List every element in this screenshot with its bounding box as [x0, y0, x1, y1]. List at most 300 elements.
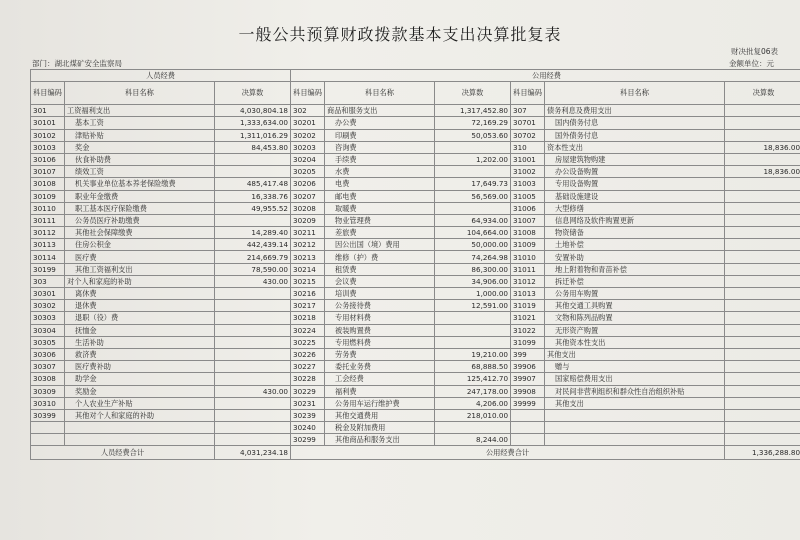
personnel-amount-cell: [215, 312, 291, 324]
personnel-amount-cell: 4,030,804.18: [215, 105, 291, 117]
personnel-name-cell: 其他社会保障缴费: [65, 227, 215, 239]
public-a-name-cell: 印刷费: [325, 129, 435, 141]
public-a-amount-cell: 64,934.00: [435, 214, 511, 226]
public-b-name-cell: 其他交通工具购置: [545, 300, 725, 312]
personnel-code-cell: 30113: [31, 239, 65, 251]
personnel-name-cell: 个人农业生产补贴: [65, 397, 215, 409]
public-b-name-cell: 文物和陈列品购置: [545, 312, 725, 324]
public-b-name-cell: 国家赔偿费用支出: [545, 373, 725, 385]
column-header-code: 科目编码: [31, 82, 65, 105]
personnel-amount-cell: 14,289.40: [215, 227, 291, 239]
public-a-name-cell: 劳务费: [325, 348, 435, 360]
personnel-code-cell: 301: [31, 105, 65, 117]
public-b-amount-cell: [725, 202, 800, 214]
public-a-code-cell: 30205: [291, 166, 325, 178]
public-a-name-cell: 手续费: [325, 153, 435, 165]
personnel-name-cell: 退职（役）费: [65, 312, 215, 324]
personnel-name-cell: 离休费: [65, 288, 215, 300]
personnel-code-cell: 30309: [31, 385, 65, 397]
public-b-code-cell: 30702: [511, 129, 545, 141]
public-b-name-cell: 国外债务付息: [545, 129, 725, 141]
public-b-code-cell: 39906: [511, 361, 545, 373]
public-b-name-cell: 土地补偿: [545, 239, 725, 251]
public-b-name-cell: 物资储备: [545, 227, 725, 239]
personnel-amount-cell: 430.00: [215, 275, 291, 287]
personnel-code-cell: 30102: [31, 129, 65, 141]
public-b-amount-cell: 18,836.00: [725, 141, 800, 153]
personnel-amount-cell: [215, 348, 291, 360]
public-a-amount-cell: 50,000.00: [435, 239, 511, 251]
table-row: [31, 422, 800, 434]
personnel-name-cell: 对个人和家庭的补助: [65, 275, 215, 287]
public-a-amount-cell: 247,178.00: [435, 385, 511, 397]
public-a-code-cell: 30202: [291, 129, 325, 141]
personnel-code-cell: 30108: [31, 178, 65, 190]
personnel-code-cell: 30308: [31, 373, 65, 385]
table-row: [31, 239, 800, 251]
table-row: [31, 275, 800, 287]
public-a-name-cell: 差旅费: [325, 227, 435, 239]
personnel-name-cell: 津贴补贴: [65, 129, 215, 141]
personnel-code-cell: 30306: [31, 348, 65, 360]
public-b-name-cell: 债务利息及费用支出: [545, 105, 725, 117]
public-b-code-cell: [511, 422, 545, 434]
public-a-code-cell: 30208: [291, 202, 325, 214]
public-a-name-cell: 咨询费: [325, 141, 435, 153]
personnel-name-cell: 绩效工资: [65, 166, 215, 178]
personnel-amount-cell: 430.00: [215, 385, 291, 397]
table-row: [31, 434, 800, 446]
public-a-name-cell: 商品和服务支出: [325, 105, 435, 117]
table-row: [31, 385, 800, 397]
public-a-name-cell: 租赁费: [325, 263, 435, 275]
public-a-amount-cell: [435, 336, 511, 348]
public-a-amount-cell: 1,000.00: [435, 288, 511, 300]
personnel-amount-cell: [215, 422, 291, 434]
personnel-name-cell: 助学金: [65, 373, 215, 385]
public-a-code-cell: 30225: [291, 336, 325, 348]
table-row: [31, 105, 800, 117]
table-row: [31, 214, 800, 226]
table-row: [31, 361, 800, 373]
public-a-name-cell: 会议费: [325, 275, 435, 287]
public-b-name-cell: [545, 434, 725, 446]
table-row: [31, 190, 800, 202]
public-b-code-cell: 31005: [511, 190, 545, 202]
table-row: [31, 373, 800, 385]
public-b-amount-cell: 18,836.00: [725, 166, 800, 178]
personnel-name-cell: 生活补助: [65, 336, 215, 348]
table-row: [31, 324, 800, 336]
personnel-name-cell: 医疗费补助: [65, 361, 215, 373]
public-b-amount-cell: [725, 385, 800, 397]
public-a-code-cell: 30228: [291, 373, 325, 385]
personnel-code-cell: 30399: [31, 409, 65, 421]
personnel-name-cell: 救济费: [65, 348, 215, 360]
public-a-code-cell: 30240: [291, 422, 325, 434]
personnel-name-cell: 奖励金: [65, 385, 215, 397]
public-a-amount-cell: 12,591.00: [435, 300, 511, 312]
personnel-code-cell: 30103: [31, 141, 65, 153]
public-b-amount-cell: [725, 434, 800, 446]
personnel-code-cell: 30111: [31, 214, 65, 226]
public-a-name-cell: 电费: [325, 178, 435, 190]
personnel-code-cell: 30109: [31, 190, 65, 202]
table-row: [31, 166, 800, 178]
public-a-code-cell: 30224: [291, 324, 325, 336]
personnel-amount-cell: 214,669.79: [215, 251, 291, 263]
public-b-name-cell: 赠与: [545, 361, 725, 373]
public-a-amount-cell: 4,206.00: [435, 397, 511, 409]
personnel-name-cell: 基本工资: [65, 117, 215, 129]
public-b-code-cell: 31021: [511, 312, 545, 324]
public-b-name-cell: 公务用车购置: [545, 288, 725, 300]
public-a-code-cell: 30218: [291, 312, 325, 324]
personnel-total-label: 人员经费合计: [31, 446, 215, 460]
personnel-code-cell: 30101: [31, 117, 65, 129]
public-b-amount-cell: [725, 397, 800, 409]
personnel-code-cell: 30304: [31, 324, 65, 336]
personnel-total-amount: 4,031,234.18: [215, 446, 291, 460]
table-row: [31, 300, 800, 312]
table-body: [31, 105, 800, 446]
public-a-name-cell: 专用材料费: [325, 312, 435, 324]
personnel-amount-cell: 485,417.48: [215, 178, 291, 190]
public-a-code-cell: 30215: [291, 275, 325, 287]
public-a-code-cell: 30204: [291, 153, 325, 165]
public-a-name-cell: 水费: [325, 166, 435, 178]
public-b-amount-cell: [725, 324, 800, 336]
public-b-amount-cell: [725, 178, 800, 190]
personnel-amount-cell: [215, 214, 291, 226]
personnel-code-cell: 30107: [31, 166, 65, 178]
public-a-amount-cell: 1,202.00: [435, 153, 511, 165]
public-a-code-cell: 30211: [291, 227, 325, 239]
department-label: 部门：湖北煤矿安全监察局: [32, 59, 122, 68]
public-a-code-cell: 30206: [291, 178, 325, 190]
personnel-name-cell: [65, 422, 215, 434]
public-b-name-cell: 基础设施建设: [545, 190, 725, 202]
public-b-code-cell: 31006: [511, 202, 545, 214]
public-a-amount-cell: 72,169.29: [435, 117, 511, 129]
public-a-code-cell: 30229: [291, 385, 325, 397]
public-b-amount-cell: [725, 312, 800, 324]
public-b-amount-cell: [725, 409, 800, 421]
personnel-code-cell: [31, 422, 65, 434]
unit-label: 金额单位：元: [729, 59, 774, 68]
public-a-code-cell: 30203: [291, 141, 325, 153]
personnel-section-header: 人员经费: [31, 70, 291, 82]
public-a-amount-cell: [435, 202, 511, 214]
table-row: [31, 153, 800, 165]
public-b-amount-cell: [725, 153, 800, 165]
public-a-name-cell: 公务接待费: [325, 300, 435, 312]
public-b-amount-cell: [725, 214, 800, 226]
table-row: [31, 117, 800, 129]
personnel-name-cell: [65, 434, 215, 446]
public-b-amount-cell: [725, 117, 800, 129]
column-header-code: 科目编码: [291, 82, 325, 105]
personnel-name-cell: 公务员医疗补助缴费: [65, 214, 215, 226]
public-b-name-cell: 其他支出: [545, 348, 725, 360]
table-row: [31, 409, 800, 421]
public-b-code-cell: 39999: [511, 397, 545, 409]
public-b-amount-cell: [725, 288, 800, 300]
public-b-name-cell: 房屋建筑物购建: [545, 153, 725, 165]
personnel-name-cell: 伙食补助费: [65, 153, 215, 165]
personnel-amount-cell: 78,590.00: [215, 263, 291, 275]
public-b-code-cell: 31019: [511, 300, 545, 312]
public-b-code-cell: 39907: [511, 373, 545, 385]
public-a-code-cell: 30227: [291, 361, 325, 373]
public-a-amount-cell: 56,569.00: [435, 190, 511, 202]
public-b-name-cell: 其他资本性支出: [545, 336, 725, 348]
personnel-name-cell: 住房公积金: [65, 239, 215, 251]
table-row: [31, 397, 800, 409]
public-a-code-cell: 302: [291, 105, 325, 117]
public-a-amount-cell: 74,264.98: [435, 251, 511, 263]
personnel-code-cell: 30302: [31, 300, 65, 312]
public-a-code-cell: 30213: [291, 251, 325, 263]
personnel-amount-cell: 1,311,016.29: [215, 129, 291, 141]
personnel-code-cell: 30112: [31, 227, 65, 239]
table-row: [31, 141, 800, 153]
personnel-code-cell: 30303: [31, 312, 65, 324]
public-total-label: 公用经费合计: [291, 446, 725, 460]
public-a-code-cell: 30209: [291, 214, 325, 226]
personnel-code-cell: 30305: [31, 336, 65, 348]
public-b-name-cell: 其他支出: [545, 397, 725, 409]
public-a-amount-cell: 50,053.60: [435, 129, 511, 141]
public-b-name-cell: 安置补助: [545, 251, 725, 263]
table-code: 财决批复06表: [730, 47, 778, 56]
public-b-amount-cell: [725, 105, 800, 117]
public-a-name-cell: 福利费: [325, 385, 435, 397]
public-b-amount-cell: [725, 129, 800, 141]
public-a-code-cell: 30201: [291, 117, 325, 129]
personnel-amount-cell: [215, 153, 291, 165]
personnel-amount-cell: [215, 324, 291, 336]
public-b-name-cell: [545, 409, 725, 421]
table-row: [31, 202, 800, 214]
public-b-code-cell: 31003: [511, 178, 545, 190]
public-a-name-cell: 专用燃料费: [325, 336, 435, 348]
public-b-code-cell: 39908: [511, 385, 545, 397]
personnel-amount-cell: 16,338.76: [215, 190, 291, 202]
public-b-code-cell: 31013: [511, 288, 545, 300]
public-a-name-cell: 委托业务费: [325, 361, 435, 373]
public-b-code-cell: [511, 434, 545, 446]
public-a-code-cell: 30214: [291, 263, 325, 275]
public-a-name-cell: 取暖费: [325, 202, 435, 214]
table-row: [31, 312, 800, 324]
public-a-amount-cell: [435, 312, 511, 324]
personnel-amount-cell: [215, 409, 291, 421]
public-b-amount-cell: [725, 275, 800, 287]
personnel-name-cell: 职工基本医疗保险缴费: [65, 202, 215, 214]
personnel-code-cell: 30114: [31, 251, 65, 263]
personnel-code-cell: [31, 434, 65, 446]
column-header-code: 科目编码: [511, 82, 545, 105]
public-b-name-cell: 地上附着物和青苗补偿: [545, 263, 725, 275]
table-row: [31, 348, 800, 360]
public-a-code-cell: 30231: [291, 397, 325, 409]
public-b-name-cell: 专用设备购置: [545, 178, 725, 190]
public-a-name-cell: 邮电费: [325, 190, 435, 202]
personnel-code-cell: 30301: [31, 288, 65, 300]
public-b-amount-cell: [725, 422, 800, 434]
public-a-amount-cell: 34,906.00: [435, 275, 511, 287]
table-row: [31, 288, 800, 300]
public-b-name-cell: 信息网络及软件购置更新: [545, 214, 725, 226]
public-b-code-cell: 31011: [511, 263, 545, 275]
personnel-name-cell: 退休费: [65, 300, 215, 312]
public-a-name-cell: 维修（护）费: [325, 251, 435, 263]
personnel-name-cell: 工资福利支出: [65, 105, 215, 117]
table-row: [31, 129, 800, 141]
public-a-name-cell: 其他商品和服务支出: [325, 434, 435, 446]
personnel-amount-cell: [215, 373, 291, 385]
public-b-name-cell: 国内债务付息: [545, 117, 725, 129]
personnel-name-cell: 职业年金缴费: [65, 190, 215, 202]
public-b-name-cell: 办公设备购置: [545, 166, 725, 178]
personnel-amount-cell: 1,333,634.00: [215, 117, 291, 129]
public-b-code-cell: 307: [511, 105, 545, 117]
column-header-name: 科目名称: [325, 82, 435, 105]
public-b-code-cell: 31008: [511, 227, 545, 239]
public-b-amount-cell: [725, 373, 800, 385]
column-header-amount: 决算数: [435, 82, 511, 105]
public-b-code-cell: 30701: [511, 117, 545, 129]
public-a-name-cell: 其他交通费用: [325, 409, 435, 421]
public-b-name-cell: 对民间非营利组织和群众性自治组织补贴: [545, 385, 725, 397]
personnel-amount-cell: 442,439.14: [215, 239, 291, 251]
personnel-name-cell: 医疗费: [65, 251, 215, 263]
public-a-amount-cell: [435, 166, 511, 178]
public-a-name-cell: 被装购置费: [325, 324, 435, 336]
public-b-amount-cell: [725, 251, 800, 263]
table-row: [31, 178, 800, 190]
public-section-header: 公用经费: [291, 70, 800, 82]
public-b-code-cell: 31012: [511, 275, 545, 287]
public-b-name-cell: 大型修缮: [545, 202, 725, 214]
public-a-amount-cell: 8,244.00: [435, 434, 511, 446]
page-title: 一般公共预算财政拨款基本支出决算批复表: [238, 25, 562, 44]
personnel-amount-cell: [215, 336, 291, 348]
public-a-amount-cell: [435, 422, 511, 434]
public-a-code-cell: 30212: [291, 239, 325, 251]
public-b-name-cell: 拆迁补偿: [545, 275, 725, 287]
personnel-amount-cell: [215, 166, 291, 178]
public-a-name-cell: 税金及附加费用: [325, 422, 435, 434]
public-a-amount-cell: 19,210.00: [435, 348, 511, 360]
public-a-amount-cell: 218,010.00: [435, 409, 511, 421]
personnel-name-cell: 抚恤金: [65, 324, 215, 336]
public-b-amount-cell: [725, 227, 800, 239]
public-a-amount-cell: 17,649.73: [435, 178, 511, 190]
public-b-name-cell: [545, 422, 725, 434]
public-b-code-cell: 31099: [511, 336, 545, 348]
public-b-code-cell: 31002: [511, 166, 545, 178]
public-b-amount-cell: [725, 361, 800, 373]
public-b-code-cell: 31009: [511, 239, 545, 251]
personnel-code-cell: 30199: [31, 263, 65, 275]
public-a-code-cell: 30216: [291, 288, 325, 300]
public-a-amount-cell: 1,317,452.80: [435, 105, 511, 117]
public-b-name-cell: 资本性支出: [545, 141, 725, 153]
personnel-name-cell: 机关事业单位基本养老保险缴费: [65, 178, 215, 190]
personnel-name-cell: 奖金: [65, 141, 215, 153]
public-a-code-cell: 30217: [291, 300, 325, 312]
personnel-amount-cell: [215, 300, 291, 312]
public-a-name-cell: 办公费: [325, 117, 435, 129]
table-row: [31, 251, 800, 263]
personnel-amount-cell: 84,453.80: [215, 141, 291, 153]
public-b-amount-cell: [725, 348, 800, 360]
public-b-code-cell: 31010: [511, 251, 545, 263]
personnel-code-cell: 30110: [31, 202, 65, 214]
totals-row: [31, 446, 800, 460]
public-b-code-cell: [511, 409, 545, 421]
public-a-amount-cell: [435, 324, 511, 336]
public-b-amount-cell: [725, 336, 800, 348]
public-b-code-cell: 399: [511, 348, 545, 360]
personnel-code-cell: 30310: [31, 397, 65, 409]
personnel-code-cell: 30307: [31, 361, 65, 373]
public-a-name-cell: 工会经费: [325, 373, 435, 385]
personnel-amount-cell: [215, 288, 291, 300]
public-total-amount: 1,336,288.80: [725, 446, 800, 460]
table-row: [31, 227, 800, 239]
column-header-name: 科目名称: [65, 82, 215, 105]
public-a-amount-cell: 104,664.00: [435, 227, 511, 239]
public-a-code-cell: 30299: [291, 434, 325, 446]
public-a-name-cell: 公务用车运行维护费: [325, 397, 435, 409]
public-b-amount-cell: [725, 300, 800, 312]
column-header-name: 科目名称: [545, 82, 725, 105]
personnel-amount-cell: [215, 434, 291, 446]
public-b-amount-cell: [725, 239, 800, 251]
public-a-code-cell: 30239: [291, 409, 325, 421]
public-a-amount-cell: 68,888.50: [435, 361, 511, 373]
public-a-name-cell: 培训费: [325, 288, 435, 300]
personnel-name-cell: 其他对个人和家庭的补助: [65, 409, 215, 421]
personnel-amount-cell: 49,955.52: [215, 202, 291, 214]
public-b-amount-cell: [725, 263, 800, 275]
personnel-amount-cell: [215, 397, 291, 409]
public-b-code-cell: 31007: [511, 214, 545, 226]
public-b-name-cell: 无形资产购置: [545, 324, 725, 336]
personnel-code-cell: 303: [31, 275, 65, 287]
public-a-name-cell: 因公出国（境）费用: [325, 239, 435, 251]
column-header-amount: 决算数: [725, 82, 800, 105]
personnel-code-cell: 30106: [31, 153, 65, 165]
public-a-code-cell: 30226: [291, 348, 325, 360]
public-a-code-cell: 30207: [291, 190, 325, 202]
public-b-code-cell: 310: [511, 141, 545, 153]
public-a-name-cell: 物业管理费: [325, 214, 435, 226]
table-row: [31, 336, 800, 348]
personnel-amount-cell: [215, 361, 291, 373]
public-b-amount-cell: [725, 190, 800, 202]
table-row: [31, 263, 800, 275]
public-b-code-cell: 31001: [511, 153, 545, 165]
public-a-amount-cell: 125,412.70: [435, 373, 511, 385]
public-a-amount-cell: 86,300.00: [435, 263, 511, 275]
expenditure-table: [30, 69, 800, 460]
column-header-amount: 决算数: [215, 82, 291, 105]
personnel-name-cell: 其他工资福利支出: [65, 263, 215, 275]
